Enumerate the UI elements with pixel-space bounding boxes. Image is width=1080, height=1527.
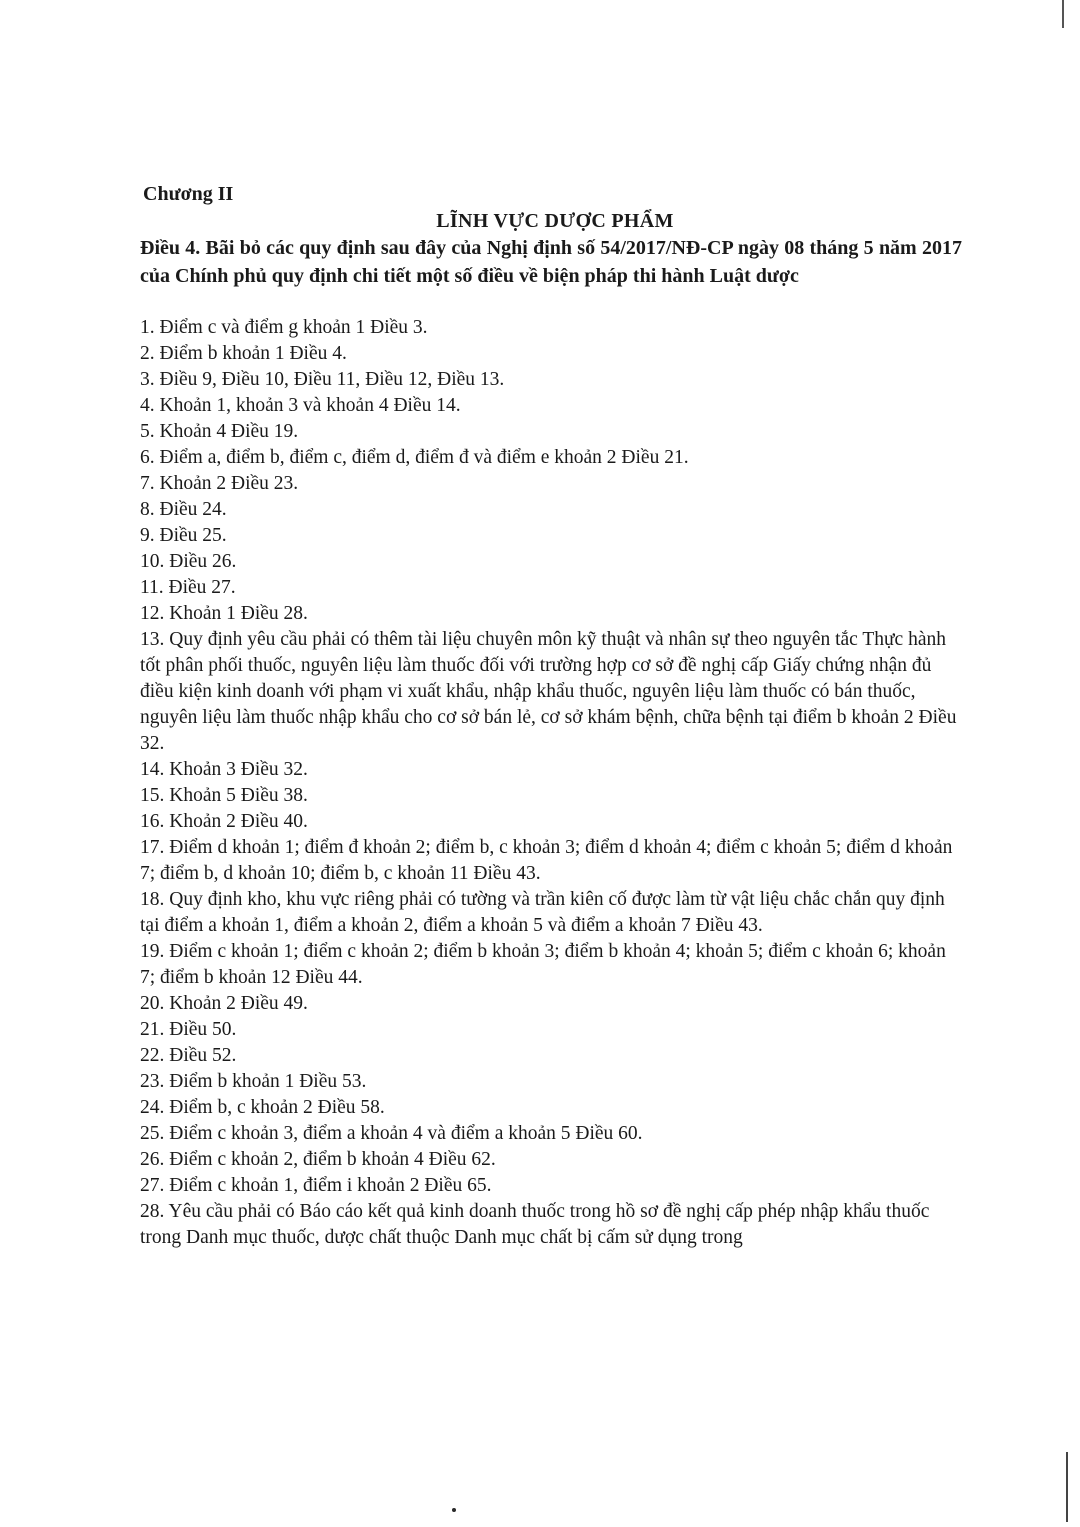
list-item: 13. Quy định yêu cầu phải có thêm tài liệu chuyên môn kỹ thuật và nhân sự theo nguyên tắc Thực hành tốt phân phối thuốc, nguyên liệu làm thuốc đối với trường hợp cơ sở đề nghị cấp Giấy chứng nhận đủ điều kiện kinh doanh với phạm vi xuất khẩu, nhập khẩu thuốc, nguyên liệu làm thuốc có bán thuốc, nguyên liệu làm thuốc nhập khẩu cho cơ sở bán lẻ, cơ sở khám bệnh, chữa bệnh tại điểm b khoản 2 Điều 32. <box>140 629 957 754</box>
list-item: 25. Điểm c khoản 3, điểm a khoản 4 và điểm a khoản 5 Điều 60. <box>140 1123 643 1144</box>
list-item: 6. Điểm a, điểm b, điểm c, điểm d, điểm đ và điểm e khoản 2 Điều 21. <box>140 447 689 468</box>
list-item: 5. Khoản 4 Điều 19. <box>140 421 299 442</box>
list-item: 2. Điểm b khoản 1 Điều 4. <box>140 343 347 364</box>
list-item: 27. Điểm c khoản 1, điểm i khoản 2 Điều 65. <box>140 1175 492 1196</box>
list-item: 26. Điểm c khoản 2, điểm b khoản 4 Điều 62. <box>140 1149 496 1170</box>
list-item: 24. Điểm b, c khoản 2 Điều 58. <box>140 1097 385 1118</box>
scan-edge-mark <box>1066 1452 1068 1522</box>
list-item: 23. Điểm b khoản 1 Điều 53. <box>140 1071 367 1092</box>
list-item: 4. Khoản 1, khoản 3 và khoản 4 Điều 14. <box>140 395 461 416</box>
list-item: 11. Điều 27. <box>140 577 236 598</box>
section-title: LĨNH VỰC DƯỢC PHẨM <box>436 210 674 232</box>
list-item: 21. Điều 50. <box>140 1019 237 1040</box>
list-item: 20. Khoản 2 Điều 49. <box>140 993 308 1014</box>
list-item: 22. Điều 52. <box>140 1045 237 1066</box>
list-item: 16. Khoản 2 Điều 40. <box>140 811 308 832</box>
list-item: 7. Khoản 2 Điều 23. <box>140 473 299 494</box>
article-heading: Điều 4. Bãi bỏ các quy định sau đây của Nghị định số 54/2017/NĐ-CP ngày 08 tháng 5 năm 2017 của Chính phủ quy định chi tiết một số điều về biện pháp thi hành Luật dược <box>140 237 962 287</box>
list-item: 1. Điểm c và điểm g khoản 1 Điều 3. <box>140 317 428 338</box>
scan-dot-mark <box>452 1508 456 1512</box>
list-item: 18. Quy định kho, khu vực riêng phải có tường và trần kiên cố được làm từ vật liệu chắc chắn quy định tại điểm a khoản 1, điểm a khoản 2, điểm a khoản 5 và điểm a khoản 7 Điều 43. <box>140 889 945 936</box>
list-item: 28. Yêu cầu phải có Báo cáo kết quả kinh doanh thuốc trong hồ sơ đề nghị cấp phép nhập khẩu thuốc trong Danh mục thuốc, dược chất thuộc Danh mục chất bị cấm sử dụng trong <box>140 1201 930 1248</box>
repeal-list <box>140 315 962 1251</box>
list-item: 19. Điểm c khoản 1; điểm c khoản 2; điểm b khoản 3; điểm b khoản 4; khoản 5; điểm c khoản 6; khoản 7; điểm b khoản 12 Điều 44. <box>140 941 946 988</box>
list-item: 17. Điểm d khoản 1; điểm đ khoản 2; điểm b, c khoản 3; điểm d khoản 4; điểm c khoản 5; điểm d khoản 7; điểm b, d khoản 10; điểm b, c khoản 11 Điều 43. <box>140 837 953 884</box>
list-item: 15. Khoản 5 Điều 38. <box>140 785 308 806</box>
list-item: 3. Điều 9, Điều 10, Điều 11, Điều 12, Điều 13. <box>140 369 505 390</box>
list-item: 10. Điều 26. <box>140 551 237 572</box>
chapter-heading: Chương II <box>143 183 234 205</box>
list-item: 12. Khoản 1 Điều 28. <box>140 603 308 624</box>
list-item: 9. Điều 25. <box>140 525 227 546</box>
scan-edge-mark <box>1062 0 1064 28</box>
list-item: 14. Khoản 3 Điều 32. <box>140 759 308 780</box>
list-item: 8. Điều 24. <box>140 499 227 520</box>
